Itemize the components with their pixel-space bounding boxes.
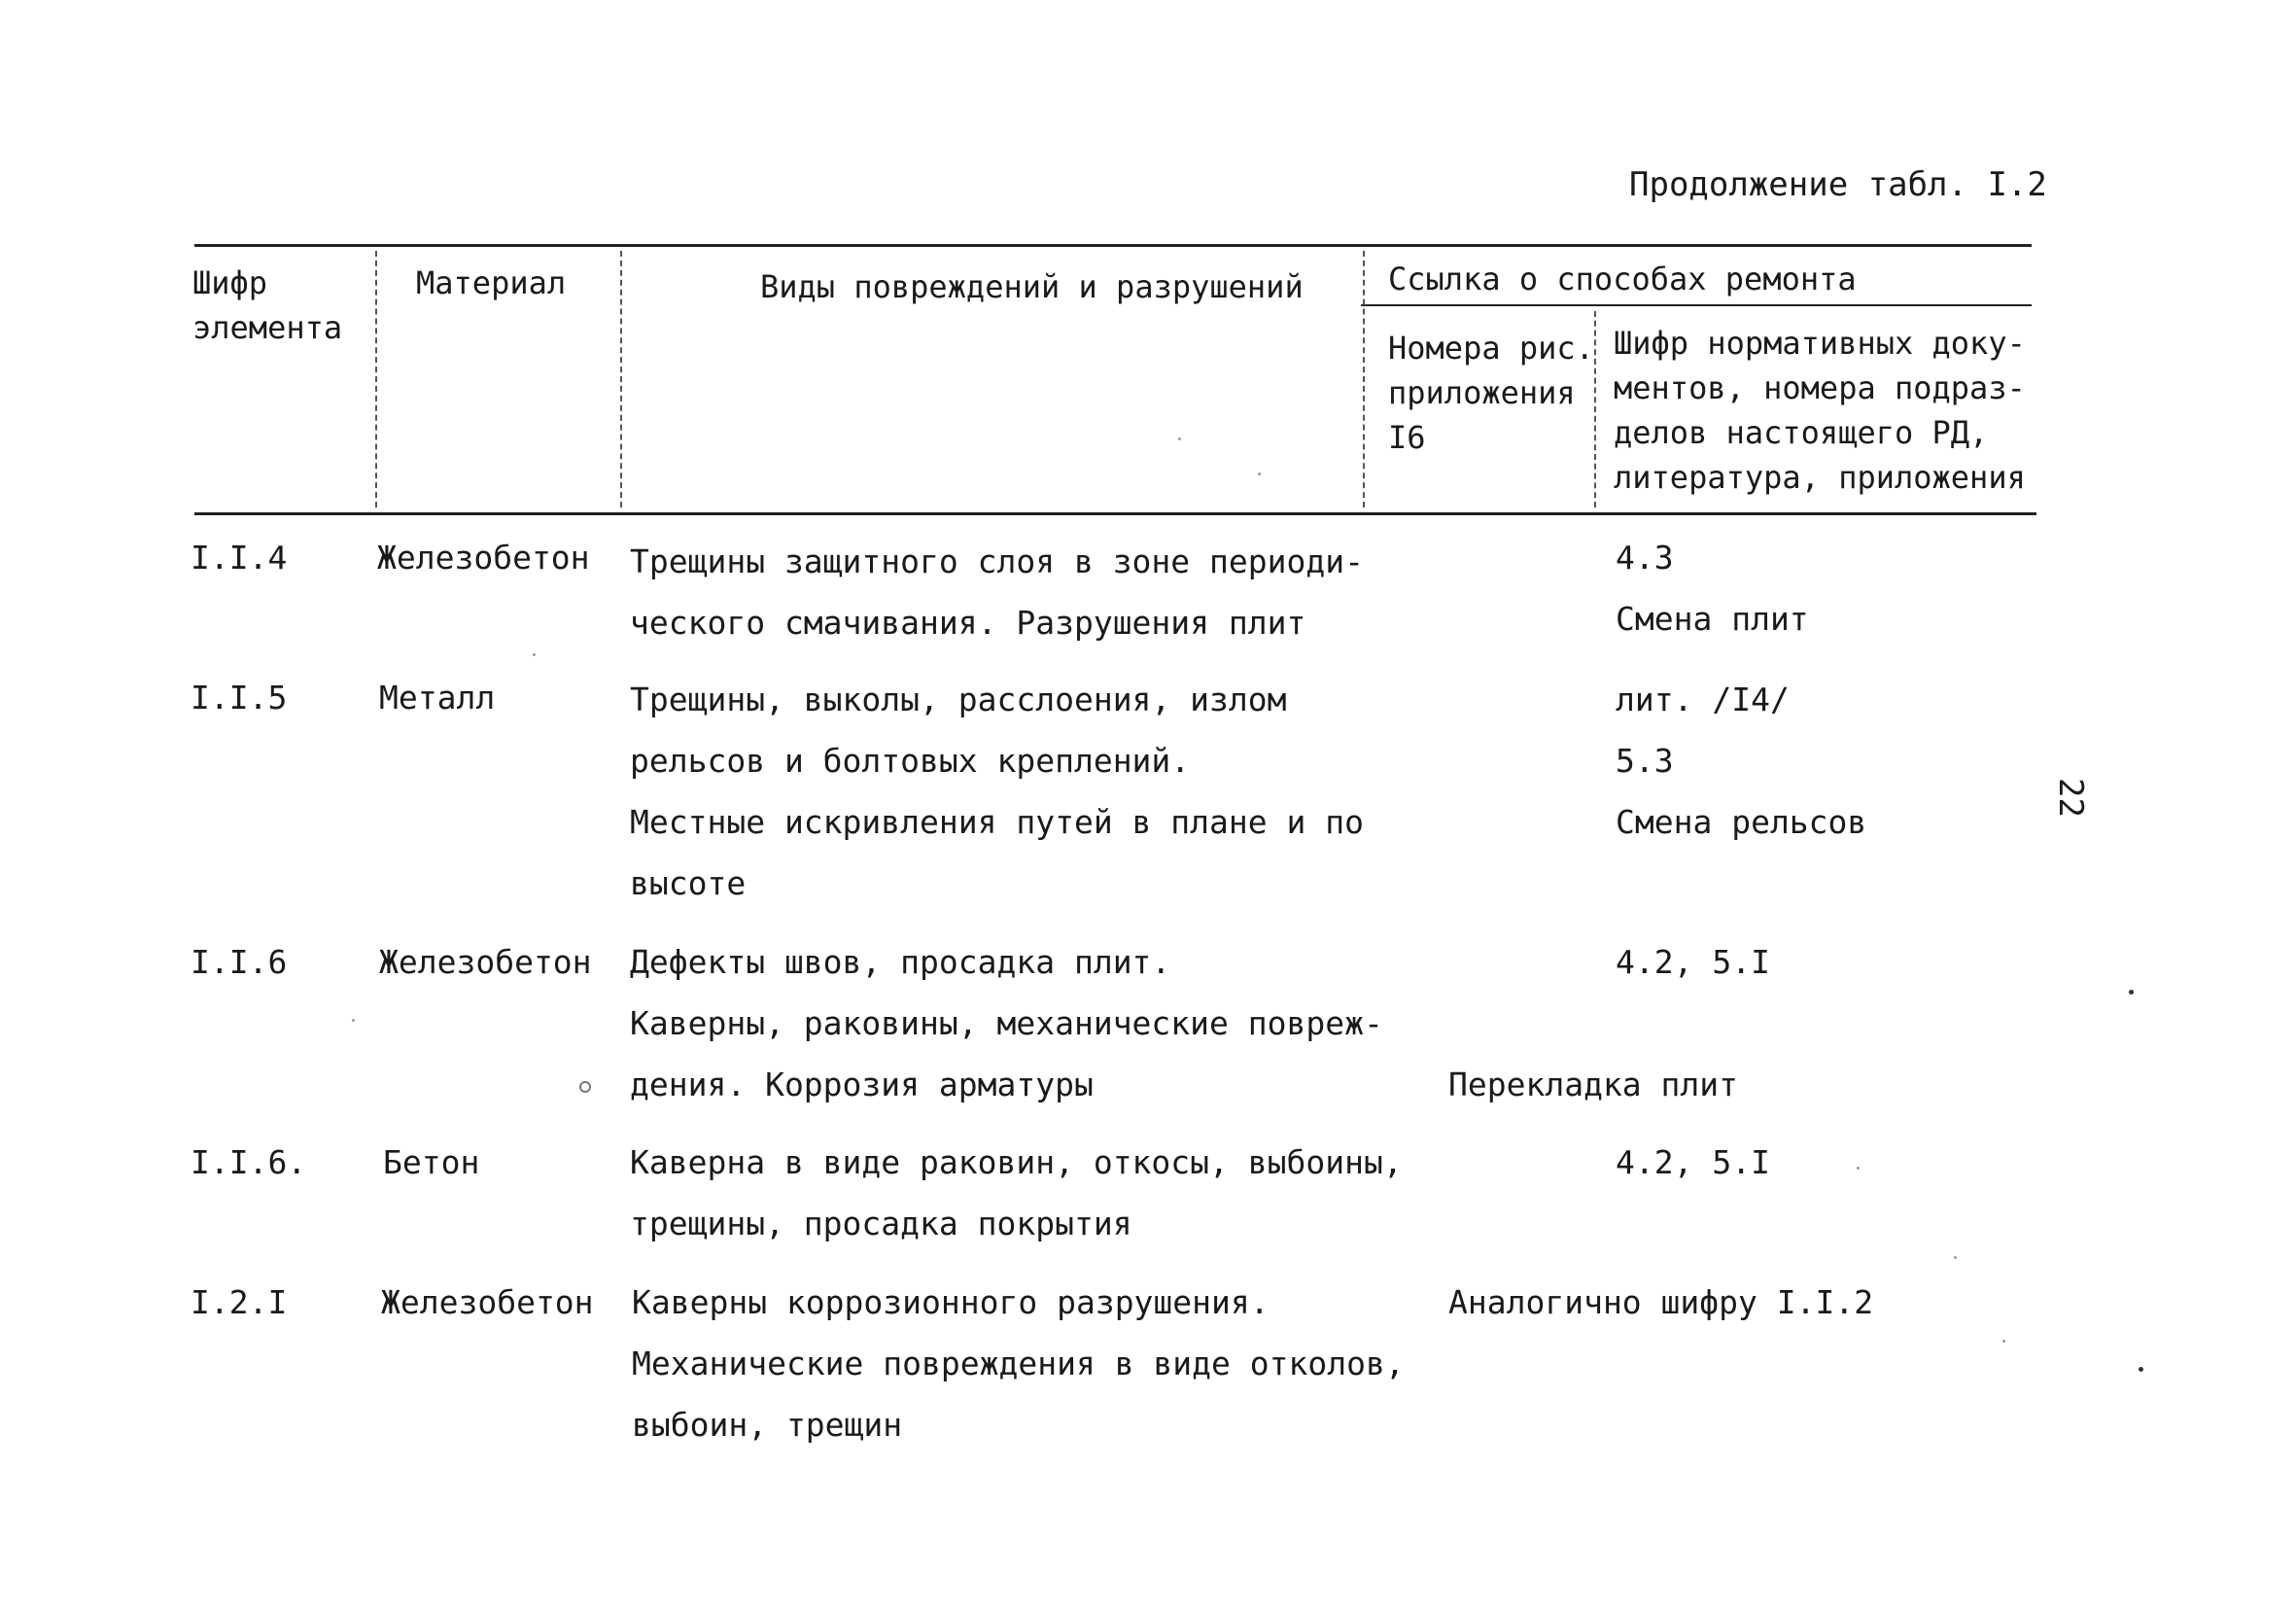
table-row-figures: Перекладка плит bbox=[1448, 1066, 1739, 1103]
table-row-code: I.I.6. bbox=[191, 1143, 307, 1181]
table-row-material: Железобетон bbox=[381, 1283, 594, 1321]
table-row-documents: 4.3 Смена плит bbox=[1616, 539, 1809, 638]
header-documents: Шифр нормативных доку- ментов, номера подраз- делов настоящего РД, литература, приложения bbox=[1614, 325, 2026, 496]
table-row-material: Железобетон bbox=[379, 943, 592, 981]
scan-speck bbox=[1857, 1167, 1860, 1170]
scan-speck bbox=[352, 1019, 355, 1022]
table-row-damage: Трещины защитного слоя в зоне периоди- ческого смачивания. Разрушения плит bbox=[630, 542, 1364, 642]
table-row-damage: Каверна в виде раковин, откосы, выбоины, трещины, просадка покрытия bbox=[630, 1143, 1403, 1242]
scan-speck bbox=[1258, 472, 1261, 475]
column-separator-material-damage bbox=[620, 251, 622, 507]
table-row-code: I.I.4 bbox=[191, 539, 288, 577]
table-row-documents: 4.2, 5.I bbox=[1616, 943, 1770, 981]
header-figures: Номера рис. приложения I6 bbox=[1388, 330, 1594, 456]
column-separator-code-material bbox=[375, 251, 377, 507]
column-separator-figures-docs bbox=[1594, 311, 1596, 507]
table-row-damage: Каверны коррозионного разрушения. Механические повреждения в виде отколов, выбоин, трещин bbox=[632, 1283, 1405, 1444]
table-row-material: Бетон bbox=[383, 1143, 480, 1181]
scan-speck bbox=[533, 653, 536, 656]
table-row-damage: Трещины, выколы, расслоения, излом рельсов и болтовых креплений. Местные искривления путей в плане и по высоте bbox=[630, 681, 1364, 902]
scan-speck bbox=[1954, 1256, 1957, 1259]
table-row-code: I.2.I bbox=[191, 1283, 288, 1321]
reference-subheader-rule bbox=[1361, 304, 2032, 306]
table-continuation-caption: Продолжение табл. I.2 bbox=[1629, 165, 2047, 204]
header-reference-group: Ссылка о способах ремонта bbox=[1388, 261, 1857, 297]
scan-speck bbox=[2129, 990, 2134, 995]
table-row-material: Металл bbox=[379, 679, 496, 717]
page-number: 22 bbox=[2051, 778, 2090, 818]
header-code: Шифр элемента bbox=[192, 264, 343, 346]
header-top-rule bbox=[194, 244, 2032, 247]
column-separator-damage-reference bbox=[1363, 251, 1365, 507]
header-material: Материал bbox=[416, 264, 567, 301]
table-row-code: I.I.6 bbox=[191, 943, 288, 981]
header-bottom-rule bbox=[194, 512, 2036, 515]
table-row-code: I.I.5 bbox=[191, 679, 288, 717]
table-row-documents: лит. /I4/ 5.3 Смена рельсов bbox=[1616, 681, 1867, 841]
scan-speck bbox=[579, 1081, 591, 1093]
scan-speck bbox=[2139, 1367, 2143, 1372]
table-row-documents: 4.2, 5.I bbox=[1616, 1143, 1770, 1181]
scan-speck bbox=[1178, 437, 1181, 440]
table-row-material: Железобетон bbox=[377, 539, 590, 577]
table-row-figures: Аналогично шифру I.I.2 bbox=[1448, 1283, 1874, 1321]
scan-speck bbox=[2002, 1340, 2005, 1343]
table-row-damage: Дефекты швов, просадка плит. Каверны, раковины, механические повреж- дения. Коррозия арматуры bbox=[630, 943, 1383, 1103]
header-damage: Виды повреждений и разрушений bbox=[760, 268, 1304, 305]
